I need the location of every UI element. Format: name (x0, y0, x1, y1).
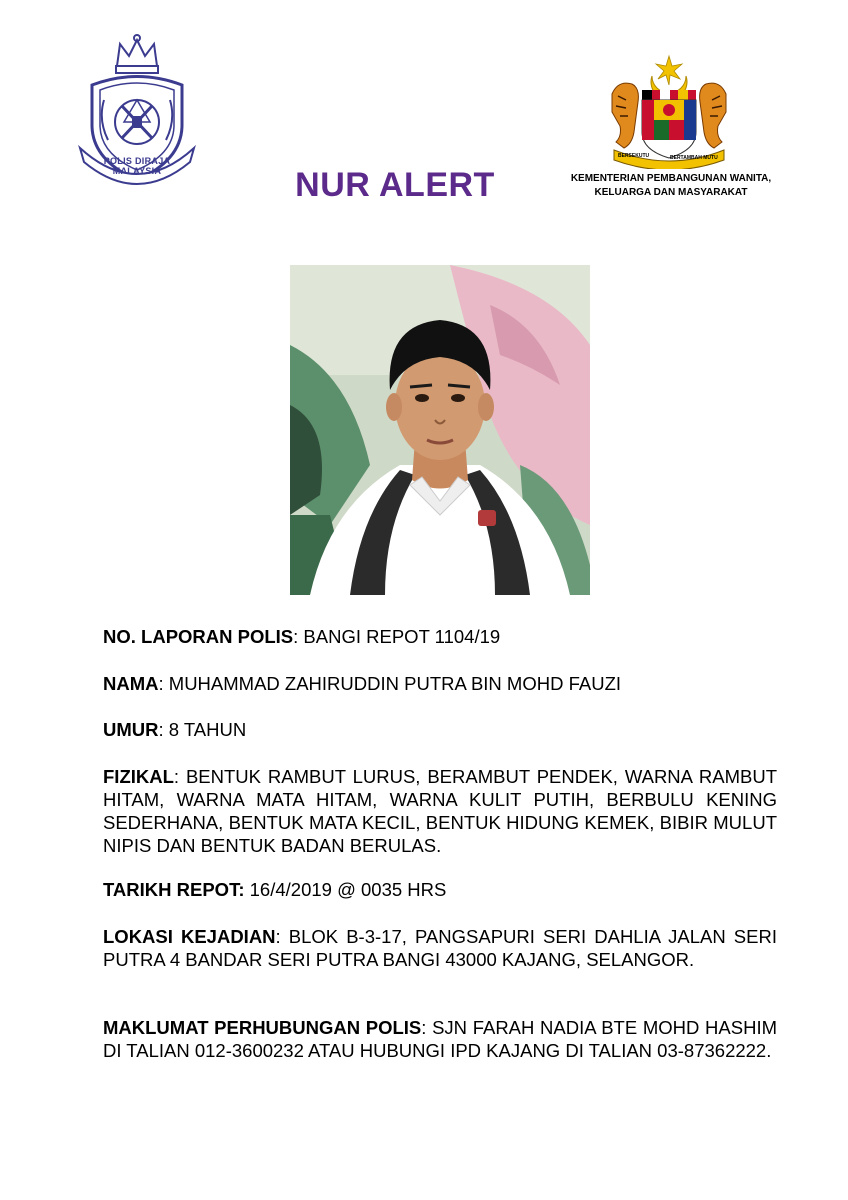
field-label: TARIKH REPOT: (103, 879, 245, 900)
ministry-line-2: KELUARGA DAN MASYARAKAT (594, 187, 748, 198)
crest-motto-left: BERSEKUTU (618, 153, 650, 159)
field-report-date (103, 878, 777, 901)
field-label: NAMA (103, 673, 159, 694)
field-value: : MUHAMMAD ZAHIRUDDIN PUTRA BIN MOHD FAUZI (158, 673, 622, 694)
field-value: : BLOK B-3-17, PANGSAPURI SERI DAHLIA JALAN SERI PUTRA 4 BANDAR SERI PUTRA BANGI 43000 KAJANG, SELANGOR. (103, 926, 777, 970)
page-title: NUR ALERT (295, 166, 495, 204)
field-report-number (103, 625, 777, 648)
field-police-contact (103, 1016, 777, 1062)
field-location (103, 925, 777, 971)
field-age (103, 718, 777, 741)
field-label: LOKASI KEJADIAN (103, 926, 276, 947)
field-name (103, 672, 777, 695)
field-label: FIZIKAL (103, 766, 174, 787)
police-logo-icon (72, 30, 202, 190)
field-value: : BENTUK RAMBUT LURUS, BERAMBUT PENDEK, WARNA RAMBUT HITAM, WARNA MATA HITAM, WARNA KULIT PUTIH, BERBULU KENING SEDERHANA, BENTUK MATA KECIL, BENTUK HIDUNG KEMEK, BIBIR MULUT NIPIS DAN BENTUK BADAN BERULAS. (103, 766, 777, 856)
malaysia-crest-icon (604, 54, 734, 169)
ministry-line-1: KEMENTERIAN PEMBANGUNAN WANITA, (570, 173, 772, 184)
police-logo-text: POLIS DIRAJA MALAYSIA (103, 156, 171, 176)
field-label: UMUR (103, 719, 159, 740)
field-value: : BANGI REPOT 1104/19 (293, 626, 501, 647)
field-value: 16/4/2019 @ 0035 HRS (244, 879, 447, 900)
field-value: : 8 TAHUN (158, 719, 247, 740)
ministry-name (566, 172, 776, 200)
field-physical (103, 765, 777, 857)
field-label: MAKLUMAT PERHUBUNGAN POLIS (103, 1017, 422, 1038)
crest-motto-right: BERTAMBAH MUTU (670, 155, 718, 161)
child-photo (290, 265, 590, 595)
field-value: : SJN FARAH NADIA BTE MOHD HASHIM DI TALIAN 012-3600232 ATAU HUBUNGI IPD KAJANG DI TALIAN 03-87362222. (103, 1017, 777, 1061)
field-label: NO. LAPORAN POLIS (103, 626, 294, 647)
